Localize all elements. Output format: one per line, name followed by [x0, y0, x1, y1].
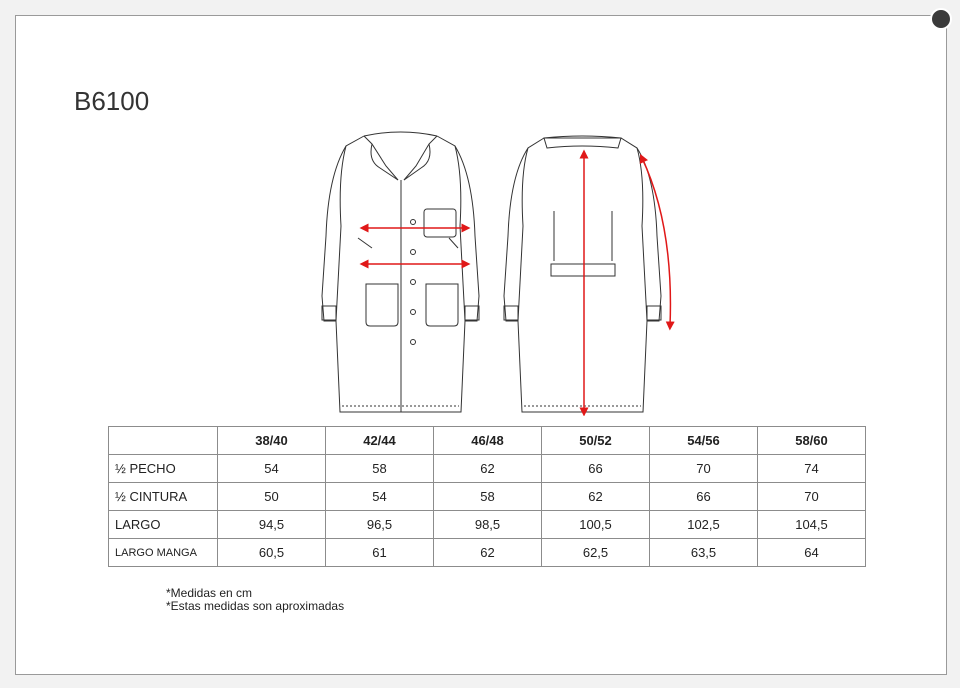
- table-cell: 104,5: [758, 511, 866, 539]
- note-line: *Medidas en cm: [166, 586, 253, 600]
- table-header-row: [109, 427, 866, 455]
- table-header-cell: 54/56: [650, 427, 758, 455]
- note-line: *Estas medidas son aproximadas: [166, 599, 345, 613]
- table-row: [109, 483, 866, 511]
- garment-technical-drawing: [306, 116, 676, 416]
- table-cell: 54: [326, 483, 434, 511]
- table-cell: 74: [758, 455, 866, 483]
- row-label: ½ PECHO: [109, 455, 218, 483]
- table-row: [109, 511, 866, 539]
- row-label: LARGO: [109, 511, 218, 539]
- table-cell: 62: [434, 539, 542, 567]
- table-cell: 66: [542, 455, 650, 483]
- table-cell: 58: [326, 455, 434, 483]
- table-cell: 100,5: [542, 511, 650, 539]
- measurement-notes: [166, 587, 344, 613]
- table-header-cell: 58/60: [758, 427, 866, 455]
- table-cell: 70: [650, 455, 758, 483]
- table-cell: 94,5: [218, 511, 326, 539]
- table-cell: 66: [650, 483, 758, 511]
- row-label: ½ CINTURA: [109, 483, 218, 511]
- table-cell: 62: [542, 483, 650, 511]
- table-header-cell: 38/40: [218, 427, 326, 455]
- coat-front-view: [322, 132, 479, 412]
- table-header-cell: 46/48: [434, 427, 542, 455]
- table-cell: 50: [218, 483, 326, 511]
- coat-back-view: [504, 136, 661, 412]
- product-code: B6100: [74, 86, 150, 116]
- table-cell: 64: [758, 539, 866, 567]
- table-cell: 60,5: [218, 539, 326, 567]
- table-cell: 62,5: [542, 539, 650, 567]
- table-cell: 63,5: [650, 539, 758, 567]
- table-cell: 102,5: [650, 511, 758, 539]
- table-header-cell: [109, 427, 218, 455]
- table-cell: 98,5: [434, 511, 542, 539]
- table-row: [109, 455, 866, 483]
- close-icon[interactable]: [930, 8, 952, 30]
- size-measurements-table: [108, 426, 866, 567]
- table-cell: 96,5: [326, 511, 434, 539]
- table-cell: 61: [326, 539, 434, 567]
- table-cell: 58: [434, 483, 542, 511]
- table-cell: 62: [434, 455, 542, 483]
- row-label: LARGO MANGA: [109, 539, 218, 567]
- table-cell: 70: [758, 483, 866, 511]
- table-cell: 54: [218, 455, 326, 483]
- table-header-cell: 42/44: [326, 427, 434, 455]
- table-row: [109, 539, 866, 567]
- table-header-cell: 50/52: [542, 427, 650, 455]
- size-chart-sheet: [15, 15, 947, 675]
